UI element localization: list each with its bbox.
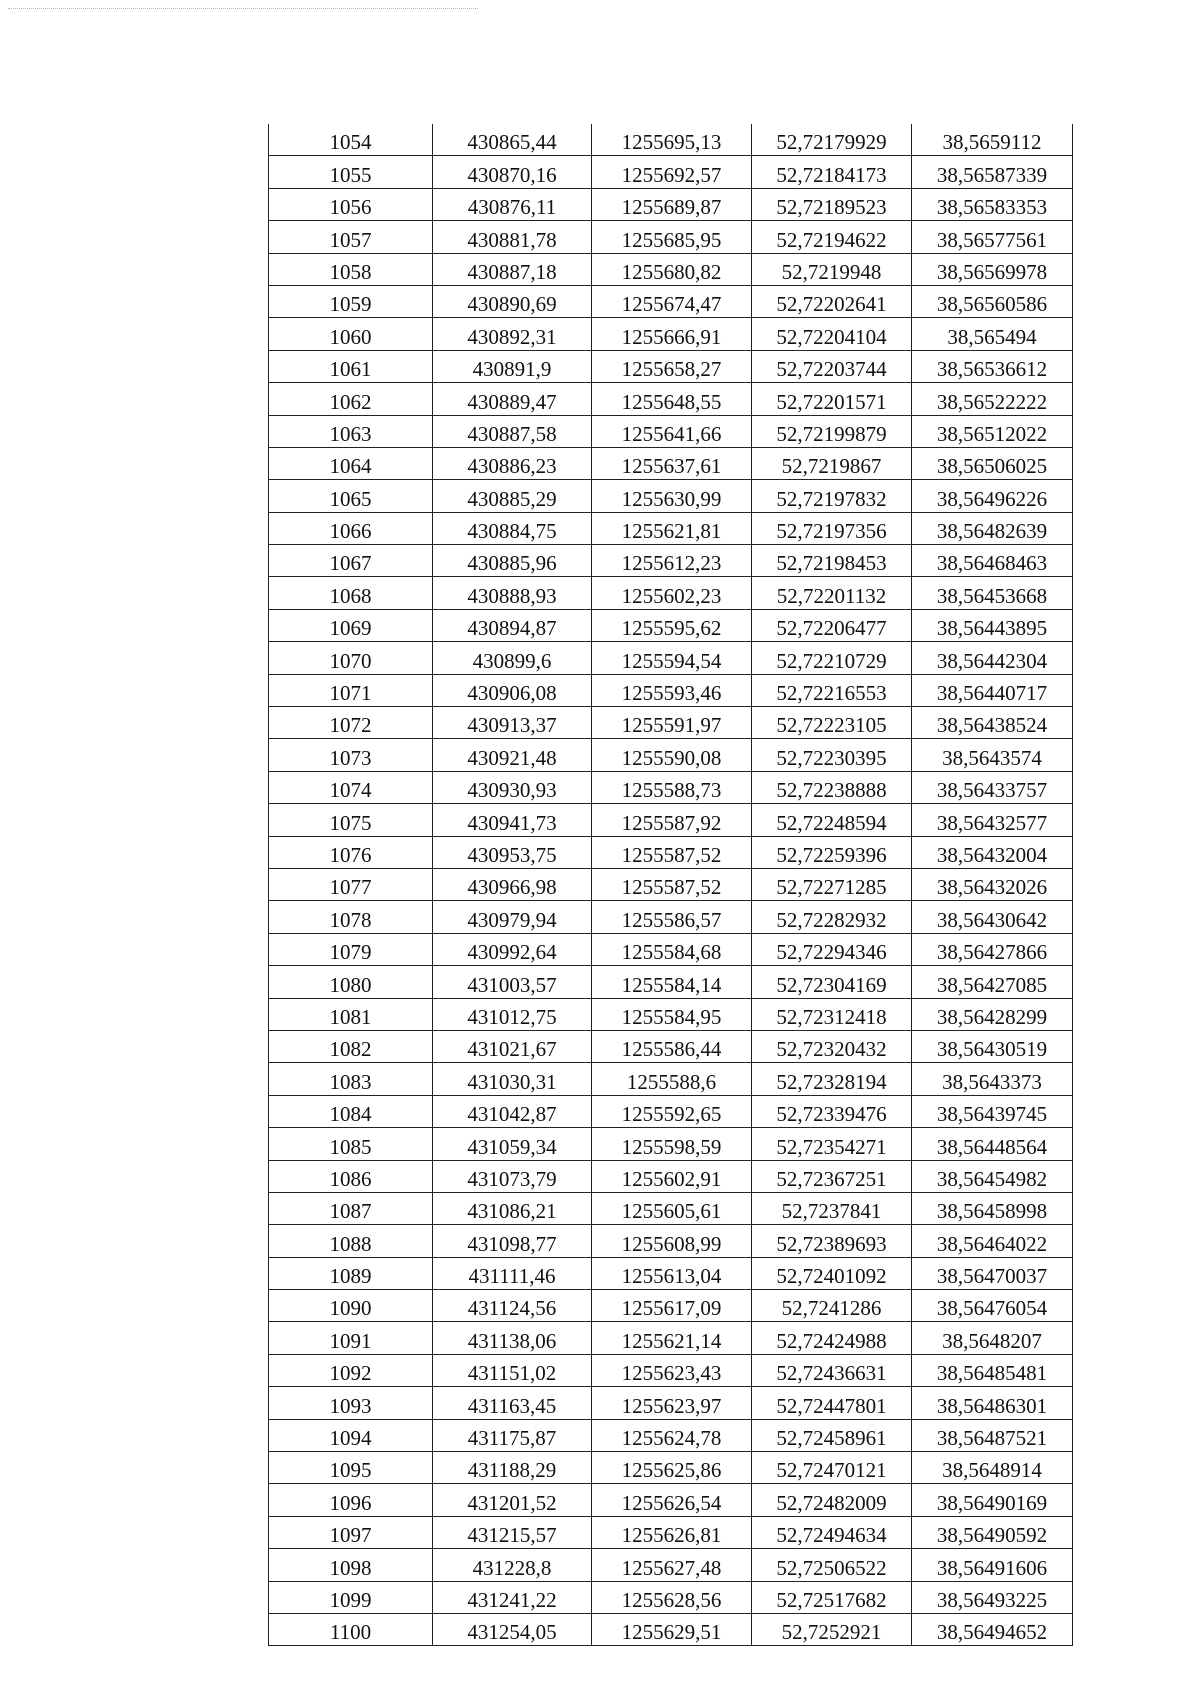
- point-number-cell: 1078: [269, 901, 433, 933]
- x-coordinate-cell: 430979,94: [433, 901, 592, 933]
- y-coordinate-cell: 1255674,47: [592, 285, 752, 317]
- longitude-cell: 38,56482639: [912, 512, 1073, 544]
- table-row: [269, 512, 1073, 544]
- y-coordinate-cell: 1255623,97: [592, 1387, 752, 1419]
- table-row: [269, 1225, 1073, 1257]
- table-row: [269, 1128, 1073, 1160]
- y-coordinate-cell: 1255629,51: [592, 1613, 752, 1645]
- latitude-cell: 52,72304169: [752, 966, 912, 998]
- y-coordinate-cell: 1255648,55: [592, 383, 752, 415]
- point-number-cell: 1098: [269, 1549, 433, 1581]
- point-number-cell: 1076: [269, 836, 433, 868]
- coordinates-table: [268, 124, 1073, 1646]
- latitude-cell: 52,7241286: [752, 1290, 912, 1322]
- x-coordinate-cell: 431030,31: [433, 1063, 592, 1095]
- y-coordinate-cell: 1255586,57: [592, 901, 752, 933]
- point-number-cell: 1087: [269, 1192, 433, 1224]
- latitude-cell: 52,72210729: [752, 642, 912, 674]
- x-coordinate-cell: 431059,34: [433, 1128, 592, 1160]
- x-coordinate-cell: 431003,57: [433, 966, 592, 998]
- longitude-cell: 38,56560586: [912, 285, 1073, 317]
- point-number-cell: 1094: [269, 1419, 433, 1451]
- y-coordinate-cell: 1255621,81: [592, 512, 752, 544]
- longitude-cell: 38,56432577: [912, 804, 1073, 836]
- longitude-cell: 38,56494652: [912, 1613, 1073, 1645]
- longitude-cell: 38,56428299: [912, 998, 1073, 1030]
- x-coordinate-cell: 431012,75: [433, 998, 592, 1030]
- table-row: [269, 253, 1073, 285]
- scan-artifact-line: [8, 8, 478, 9]
- x-coordinate-cell: 431098,77: [433, 1225, 592, 1257]
- x-coordinate-cell: 430913,37: [433, 707, 592, 739]
- x-coordinate-cell: 431138,06: [433, 1322, 592, 1354]
- latitude-cell: 52,72248594: [752, 804, 912, 836]
- longitude-cell: 38,56430519: [912, 1030, 1073, 1062]
- latitude-cell: 52,72204104: [752, 318, 912, 350]
- y-coordinate-cell: 1255685,95: [592, 221, 752, 253]
- table-row: [269, 674, 1073, 706]
- point-number-cell: 1084: [269, 1095, 433, 1127]
- point-number-cell: 1054: [269, 124, 433, 156]
- table-row: [269, 1387, 1073, 1419]
- table-row: [269, 285, 1073, 317]
- table-row: [269, 739, 1073, 771]
- table-row: [269, 1452, 1073, 1484]
- y-coordinate-cell: 1255695,13: [592, 124, 752, 156]
- latitude-cell: 52,72201132: [752, 577, 912, 609]
- longitude-cell: 38,56577561: [912, 221, 1073, 253]
- longitude-cell: 38,56512022: [912, 415, 1073, 447]
- y-coordinate-cell: 1255658,27: [592, 350, 752, 382]
- latitude-cell: 52,72238888: [752, 771, 912, 803]
- latitude-cell: 52,72447801: [752, 1387, 912, 1419]
- point-number-cell: 1064: [269, 447, 433, 479]
- table-row: [269, 771, 1073, 803]
- table-row: [269, 1030, 1073, 1062]
- x-coordinate-cell: 431215,57: [433, 1516, 592, 1548]
- latitude-cell: 52,72470121: [752, 1452, 912, 1484]
- latitude-cell: 52,72199879: [752, 415, 912, 447]
- latitude-cell: 52,72389693: [752, 1225, 912, 1257]
- point-number-cell: 1057: [269, 221, 433, 253]
- latitude-cell: 52,72294346: [752, 933, 912, 965]
- y-coordinate-cell: 1255689,87: [592, 188, 752, 220]
- y-coordinate-cell: 1255602,23: [592, 577, 752, 609]
- longitude-cell: 38,56536612: [912, 350, 1073, 382]
- latitude-cell: 52,72201571: [752, 383, 912, 415]
- latitude-cell: 52,72206477: [752, 609, 912, 641]
- point-number-cell: 1067: [269, 545, 433, 577]
- longitude-cell: 38,56439745: [912, 1095, 1073, 1127]
- longitude-cell: 38,56453668: [912, 577, 1073, 609]
- point-number-cell: 1096: [269, 1484, 433, 1516]
- longitude-cell: 38,56442304: [912, 642, 1073, 674]
- x-coordinate-cell: 431175,87: [433, 1419, 592, 1451]
- y-coordinate-cell: 1255630,99: [592, 480, 752, 512]
- latitude-cell: 52,72436631: [752, 1354, 912, 1386]
- latitude-cell: 52,72271285: [752, 868, 912, 900]
- table-row: [269, 1516, 1073, 1548]
- y-coordinate-cell: 1255592,65: [592, 1095, 752, 1127]
- y-coordinate-cell: 1255587,92: [592, 804, 752, 836]
- table-row: [269, 998, 1073, 1030]
- latitude-cell: 52,7219867: [752, 447, 912, 479]
- table-row: [269, 836, 1073, 868]
- x-coordinate-cell: 431111,46: [433, 1257, 592, 1289]
- y-coordinate-cell: 1255590,08: [592, 739, 752, 771]
- table-row: [269, 318, 1073, 350]
- y-coordinate-cell: 1255637,61: [592, 447, 752, 479]
- point-number-cell: 1095: [269, 1452, 433, 1484]
- longitude-cell: 38,56454982: [912, 1160, 1073, 1192]
- x-coordinate-cell: 430992,64: [433, 933, 592, 965]
- y-coordinate-cell: 1255591,97: [592, 707, 752, 739]
- table-row: [269, 1484, 1073, 1516]
- y-coordinate-cell: 1255625,86: [592, 1452, 752, 1484]
- point-number-cell: 1060: [269, 318, 433, 350]
- table-row: [269, 707, 1073, 739]
- latitude-cell: 52,72179929: [752, 124, 912, 156]
- longitude-cell: 38,56427866: [912, 933, 1073, 965]
- longitude-cell: 38,56490592: [912, 1516, 1073, 1548]
- x-coordinate-cell: 430890,69: [433, 285, 592, 317]
- point-number-cell: 1097: [269, 1516, 433, 1548]
- table-row: [269, 1257, 1073, 1289]
- latitude-cell: 52,72223105: [752, 707, 912, 739]
- y-coordinate-cell: 1255602,91: [592, 1160, 752, 1192]
- y-coordinate-cell: 1255692,57: [592, 156, 752, 188]
- latitude-cell: 52,72458961: [752, 1419, 912, 1451]
- point-number-cell: 1073: [269, 739, 433, 771]
- x-coordinate-cell: 430887,58: [433, 415, 592, 447]
- latitude-cell: 52,72401092: [752, 1257, 912, 1289]
- x-coordinate-cell: 430921,48: [433, 739, 592, 771]
- x-coordinate-cell: 430886,23: [433, 447, 592, 479]
- table-row: [269, 1581, 1073, 1613]
- y-coordinate-cell: 1255641,66: [592, 415, 752, 447]
- table-row: [269, 1549, 1073, 1581]
- table-row: [269, 124, 1073, 156]
- y-coordinate-cell: 1255621,14: [592, 1322, 752, 1354]
- longitude-cell: 38,56433757: [912, 771, 1073, 803]
- table-row: [269, 188, 1073, 220]
- point-number-cell: 1080: [269, 966, 433, 998]
- x-coordinate-cell: 430865,44: [433, 124, 592, 156]
- point-number-cell: 1063: [269, 415, 433, 447]
- x-coordinate-cell: 430885,96: [433, 545, 592, 577]
- y-coordinate-cell: 1255666,91: [592, 318, 752, 350]
- document-page: [268, 124, 1072, 1646]
- x-coordinate-cell: 430953,75: [433, 836, 592, 868]
- point-number-cell: 1074: [269, 771, 433, 803]
- longitude-cell: 38,56448564: [912, 1128, 1073, 1160]
- point-number-cell: 1093: [269, 1387, 433, 1419]
- latitude-cell: 52,72517682: [752, 1581, 912, 1613]
- longitude-cell: 38,56470037: [912, 1257, 1073, 1289]
- latitude-cell: 52,72230395: [752, 739, 912, 771]
- x-coordinate-cell: 430894,87: [433, 609, 592, 641]
- x-coordinate-cell: 431042,87: [433, 1095, 592, 1127]
- point-number-cell: 1100: [269, 1613, 433, 1645]
- y-coordinate-cell: 1255587,52: [592, 836, 752, 868]
- longitude-cell: 38,5643574: [912, 739, 1073, 771]
- y-coordinate-cell: 1255594,54: [592, 642, 752, 674]
- y-coordinate-cell: 1255628,56: [592, 1581, 752, 1613]
- longitude-cell: 38,56438524: [912, 707, 1073, 739]
- longitude-cell: 38,56427085: [912, 966, 1073, 998]
- point-number-cell: 1056: [269, 188, 433, 220]
- longitude-cell: 38,56583353: [912, 188, 1073, 220]
- y-coordinate-cell: 1255605,61: [592, 1192, 752, 1224]
- y-coordinate-cell: 1255626,81: [592, 1516, 752, 1548]
- table-row: [269, 609, 1073, 641]
- longitude-cell: 38,56493225: [912, 1581, 1073, 1613]
- longitude-cell: 38,56443895: [912, 609, 1073, 641]
- x-coordinate-cell: 430887,18: [433, 253, 592, 285]
- table-row: [269, 577, 1073, 609]
- table-row: [269, 1290, 1073, 1322]
- longitude-cell: 38,56487521: [912, 1419, 1073, 1451]
- longitude-cell: 38,56432026: [912, 868, 1073, 900]
- longitude-cell: 38,56468463: [912, 545, 1073, 577]
- point-number-cell: 1079: [269, 933, 433, 965]
- table-row: [269, 221, 1073, 253]
- y-coordinate-cell: 1255595,62: [592, 609, 752, 641]
- longitude-cell: 38,56464022: [912, 1225, 1073, 1257]
- point-number-cell: 1071: [269, 674, 433, 706]
- point-number-cell: 1082: [269, 1030, 433, 1062]
- x-coordinate-cell: 430888,93: [433, 577, 592, 609]
- table-row: [269, 868, 1073, 900]
- longitude-cell: 38,56491606: [912, 1549, 1073, 1581]
- point-number-cell: 1081: [269, 998, 433, 1030]
- y-coordinate-cell: 1255586,44: [592, 1030, 752, 1062]
- latitude-cell: 52,72320432: [752, 1030, 912, 1062]
- longitude-cell: 38,56490169: [912, 1484, 1073, 1516]
- y-coordinate-cell: 1255608,99: [592, 1225, 752, 1257]
- y-coordinate-cell: 1255593,46: [592, 674, 752, 706]
- latitude-cell: 52,72282932: [752, 901, 912, 933]
- longitude-cell: 38,56496226: [912, 480, 1073, 512]
- coordinates-table-body: [269, 124, 1073, 1646]
- x-coordinate-cell: 430892,31: [433, 318, 592, 350]
- x-coordinate-cell: 431151,02: [433, 1354, 592, 1386]
- latitude-cell: 52,72202641: [752, 285, 912, 317]
- table-row: [269, 1322, 1073, 1354]
- latitude-cell: 52,72482009: [752, 1484, 912, 1516]
- point-number-cell: 1089: [269, 1257, 433, 1289]
- point-number-cell: 1085: [269, 1128, 433, 1160]
- table-row: [269, 1354, 1073, 1386]
- y-coordinate-cell: 1255680,82: [592, 253, 752, 285]
- latitude-cell: 52,7219948: [752, 253, 912, 285]
- table-row: [269, 415, 1073, 447]
- y-coordinate-cell: 1255587,52: [592, 868, 752, 900]
- point-number-cell: 1086: [269, 1160, 433, 1192]
- point-number-cell: 1091: [269, 1322, 433, 1354]
- table-row: [269, 1192, 1073, 1224]
- x-coordinate-cell: 430899,6: [433, 642, 592, 674]
- longitude-cell: 38,5648207: [912, 1322, 1073, 1354]
- y-coordinate-cell: 1255627,48: [592, 1549, 752, 1581]
- table-row: [269, 156, 1073, 188]
- point-number-cell: 1092: [269, 1354, 433, 1386]
- table-row: [269, 642, 1073, 674]
- longitude-cell: 38,5648914: [912, 1452, 1073, 1484]
- point-number-cell: 1077: [269, 868, 433, 900]
- longitude-cell: 38,56432004: [912, 836, 1073, 868]
- point-number-cell: 1065: [269, 480, 433, 512]
- point-number-cell: 1099: [269, 1581, 433, 1613]
- latitude-cell: 52,72339476: [752, 1095, 912, 1127]
- table-row: [269, 1613, 1073, 1645]
- latitude-cell: 52,72367251: [752, 1160, 912, 1192]
- latitude-cell: 52,72216553: [752, 674, 912, 706]
- latitude-cell: 52,72494634: [752, 1516, 912, 1548]
- y-coordinate-cell: 1255613,04: [592, 1257, 752, 1289]
- latitude-cell: 52,72354271: [752, 1128, 912, 1160]
- y-coordinate-cell: 1255588,73: [592, 771, 752, 803]
- x-coordinate-cell: 430966,98: [433, 868, 592, 900]
- point-number-cell: 1059: [269, 285, 433, 317]
- table-row: [269, 1419, 1073, 1451]
- point-number-cell: 1070: [269, 642, 433, 674]
- y-coordinate-cell: 1255584,14: [592, 966, 752, 998]
- x-coordinate-cell: 431241,22: [433, 1581, 592, 1613]
- longitude-cell: 38,56522222: [912, 383, 1073, 415]
- table-row: [269, 545, 1073, 577]
- y-coordinate-cell: 1255617,09: [592, 1290, 752, 1322]
- latitude-cell: 52,72184173: [752, 156, 912, 188]
- latitude-cell: 52,72506522: [752, 1549, 912, 1581]
- latitude-cell: 52,72189523: [752, 188, 912, 220]
- point-number-cell: 1061: [269, 350, 433, 382]
- point-number-cell: 1068: [269, 577, 433, 609]
- table-row: [269, 966, 1073, 998]
- x-coordinate-cell: 430930,93: [433, 771, 592, 803]
- latitude-cell: 52,72194622: [752, 221, 912, 253]
- table-row: [269, 447, 1073, 479]
- point-number-cell: 1055: [269, 156, 433, 188]
- latitude-cell: 52,72312418: [752, 998, 912, 1030]
- point-number-cell: 1062: [269, 383, 433, 415]
- y-coordinate-cell: 1255612,23: [592, 545, 752, 577]
- longitude-cell: 38,56430642: [912, 901, 1073, 933]
- y-coordinate-cell: 1255588,6: [592, 1063, 752, 1095]
- latitude-cell: 52,72424988: [752, 1322, 912, 1354]
- latitude-cell: 52,72259396: [752, 836, 912, 868]
- x-coordinate-cell: 431086,21: [433, 1192, 592, 1224]
- latitude-cell: 52,72203744: [752, 350, 912, 382]
- y-coordinate-cell: 1255584,68: [592, 933, 752, 965]
- latitude-cell: 52,7237841: [752, 1192, 912, 1224]
- longitude-cell: 38,5659112: [912, 124, 1073, 156]
- longitude-cell: 38,56440717: [912, 674, 1073, 706]
- table-row: [269, 1063, 1073, 1095]
- latitude-cell: 52,72197356: [752, 512, 912, 544]
- y-coordinate-cell: 1255626,54: [592, 1484, 752, 1516]
- y-coordinate-cell: 1255584,95: [592, 998, 752, 1030]
- longitude-cell: 38,56486301: [912, 1387, 1073, 1419]
- longitude-cell: 38,56506025: [912, 447, 1073, 479]
- x-coordinate-cell: 431188,29: [433, 1452, 592, 1484]
- latitude-cell: 52,72197832: [752, 480, 912, 512]
- x-coordinate-cell: 430889,47: [433, 383, 592, 415]
- table-row: [269, 1095, 1073, 1127]
- table-row: [269, 933, 1073, 965]
- point-number-cell: 1075: [269, 804, 433, 836]
- longitude-cell: 38,56587339: [912, 156, 1073, 188]
- table-row: [269, 901, 1073, 933]
- y-coordinate-cell: 1255624,78: [592, 1419, 752, 1451]
- longitude-cell: 38,56569978: [912, 253, 1073, 285]
- x-coordinate-cell: 430885,29: [433, 480, 592, 512]
- point-number-cell: 1090: [269, 1290, 433, 1322]
- x-coordinate-cell: 431163,45: [433, 1387, 592, 1419]
- x-coordinate-cell: 430941,73: [433, 804, 592, 836]
- longitude-cell: 38,56485481: [912, 1354, 1073, 1386]
- point-number-cell: 1058: [269, 253, 433, 285]
- x-coordinate-cell: 431201,52: [433, 1484, 592, 1516]
- x-coordinate-cell: 431228,8: [433, 1549, 592, 1581]
- x-coordinate-cell: 431021,67: [433, 1030, 592, 1062]
- table-row: [269, 350, 1073, 382]
- y-coordinate-cell: 1255598,59: [592, 1128, 752, 1160]
- x-coordinate-cell: 430906,08: [433, 674, 592, 706]
- point-number-cell: 1069: [269, 609, 433, 641]
- x-coordinate-cell: 430870,16: [433, 156, 592, 188]
- x-coordinate-cell: 430881,78: [433, 221, 592, 253]
- x-coordinate-cell: 431124,56: [433, 1290, 592, 1322]
- longitude-cell: 38,5643373: [912, 1063, 1073, 1095]
- longitude-cell: 38,56476054: [912, 1290, 1073, 1322]
- table-row: [269, 480, 1073, 512]
- x-coordinate-cell: 430876,11: [433, 188, 592, 220]
- table-row: [269, 804, 1073, 836]
- x-coordinate-cell: 431254,05: [433, 1613, 592, 1645]
- x-coordinate-cell: 430891,9: [433, 350, 592, 382]
- longitude-cell: 38,565494: [912, 318, 1073, 350]
- table-row: [269, 383, 1073, 415]
- point-number-cell: 1072: [269, 707, 433, 739]
- x-coordinate-cell: 430884,75: [433, 512, 592, 544]
- point-number-cell: 1066: [269, 512, 433, 544]
- x-coordinate-cell: 431073,79: [433, 1160, 592, 1192]
- latitude-cell: 52,7252921: [752, 1613, 912, 1645]
- y-coordinate-cell: 1255623,43: [592, 1354, 752, 1386]
- point-number-cell: 1083: [269, 1063, 433, 1095]
- table-row: [269, 1160, 1073, 1192]
- latitude-cell: 52,72328194: [752, 1063, 912, 1095]
- latitude-cell: 52,72198453: [752, 545, 912, 577]
- longitude-cell: 38,56458998: [912, 1192, 1073, 1224]
- point-number-cell: 1088: [269, 1225, 433, 1257]
